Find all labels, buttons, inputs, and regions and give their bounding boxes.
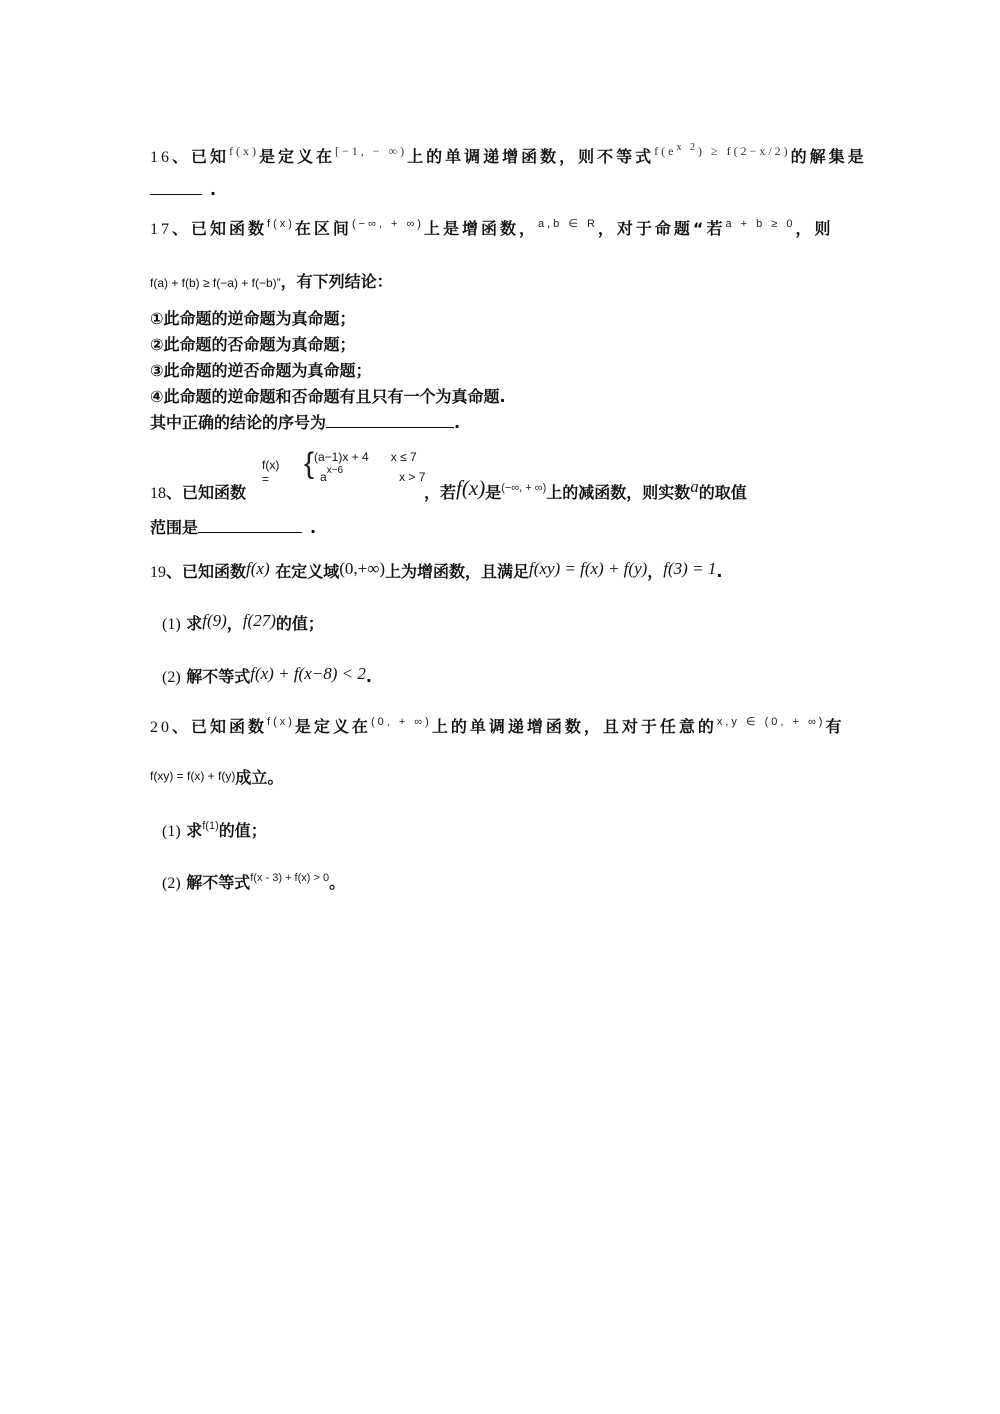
brace: { [304, 447, 315, 480]
question-18-line2: 范围是 . [150, 518, 317, 537]
math-f9: f(9) [202, 611, 227, 630]
question-17-line2: f(a) + f(b) ≥ f(−a) + f(−b)”，有下列结论： [150, 272, 393, 291]
math-conclusion: f(a) + f(b) ≥ f(−a) + f(−b)” [150, 276, 281, 290]
option-4: ④此命题的逆命题和否命题有且只有一个为真命题. [150, 387, 506, 406]
question-number: 18 [150, 485, 166, 502]
math-ab: a,b ∈ R [537, 218, 598, 230]
math-fx: f(x) [246, 559, 270, 578]
question-number: 20 [150, 719, 172, 736]
question-19-part-2: (2) 解不等式f(x) + f(x−8) < 2. [162, 664, 372, 686]
math-f27: f(27) [242, 611, 276, 630]
question-20-part-1: (1) 求$^{f(1)}$的值； [162, 820, 267, 840]
question-18: 18、已知函数 ，若f(x)是(−∞, + ∞)上的减函数，则实数a的取值 [150, 476, 747, 502]
math-f3: f(3) = 1 [663, 559, 717, 578]
math-inequality: f(x - 3) + f(x) > 0 [250, 872, 330, 884]
question-19-part-1: (1) 求f(9)，f(27)的值； [162, 611, 324, 633]
math-fx: f(x) [267, 716, 295, 728]
math-fx: f(x) [267, 218, 295, 230]
math-condition: a + b ≥ 0 [725, 218, 796, 230]
question-20-part-2: (2) 解不等式$^{f(x - 3) + f(x) > 0}$。 [162, 872, 346, 892]
math-interval: [−1, − ∞) [335, 144, 408, 158]
question-16-answer-line: . [150, 180, 216, 200]
question-number: 17 [150, 221, 172, 238]
answer-blank[interactable] [150, 180, 202, 195]
math-a: a [690, 477, 699, 496]
math-functional-equation: f(xy) = f(x) + f(y) [529, 559, 648, 578]
math-fx: f(x) [456, 476, 486, 500]
math-inequality: f(ex 2) ≥ f(2−x/2) [654, 142, 791, 158]
option-2: ②此命题的否命题为真命题； [150, 335, 356, 354]
math-interval: (−∞, + ∞) [351, 218, 424, 230]
option-3: ③此命题的逆否命题为真命题； [150, 361, 372, 380]
question-20-line2: f(xy) = f(x) + f(y)成立。 [150, 768, 284, 787]
math-xy-domain: x,y ∈ (0, + ∞) [716, 716, 826, 728]
math-inequality: f(x) + f(x−8) < 2 [250, 664, 366, 683]
question-19: 19、已知函数f(x) 在定义域(0,+∞)上为增函数，且满足f(xy) = f(x) + f(y)，f(3) = 1. [150, 559, 723, 581]
math-interval: (0, + ∞) [370, 716, 432, 728]
math-interval: (−∞, + ∞) [501, 482, 547, 494]
math-functional-equation: f(xy) = f(x) + f(y) [150, 769, 236, 783]
option-1: ①此命题的逆命题为真命题； [150, 309, 356, 328]
answer-blank[interactable] [326, 413, 454, 428]
question-number: 19 [150, 564, 166, 581]
question-20: 20、已知函数$^{f(x)}$是定义在$^{(0, + \infty)}$上的单调递增函数，且对于任意的$^{x,y \in (0, + \infty)}$有 [150, 716, 845, 736]
math-f1: f(1) [202, 820, 219, 832]
math-domain: (0,+∞) [339, 559, 385, 578]
question-17-ask: 其中正确的结论的序号为 . [150, 413, 461, 432]
answer-blank[interactable] [198, 518, 302, 533]
question-number: 16 [150, 149, 172, 166]
question-17: 17、已知函数$^{f(x)}$在区间(−∞, + ∞)上是增函数，$^{a,b \in R}$，对于命题“若$^{a + b \ge 0}$，则 [150, 218, 834, 238]
math-fx: f(x) [229, 144, 260, 158]
question-16: 16、已知$^{f(x)}$是定义在$^{[-1, - \infty)}$上的单调递增函数，则不等式$^{f(e^{x 2}) \ge f(2-x/2)}$的解集是 [150, 142, 867, 166]
